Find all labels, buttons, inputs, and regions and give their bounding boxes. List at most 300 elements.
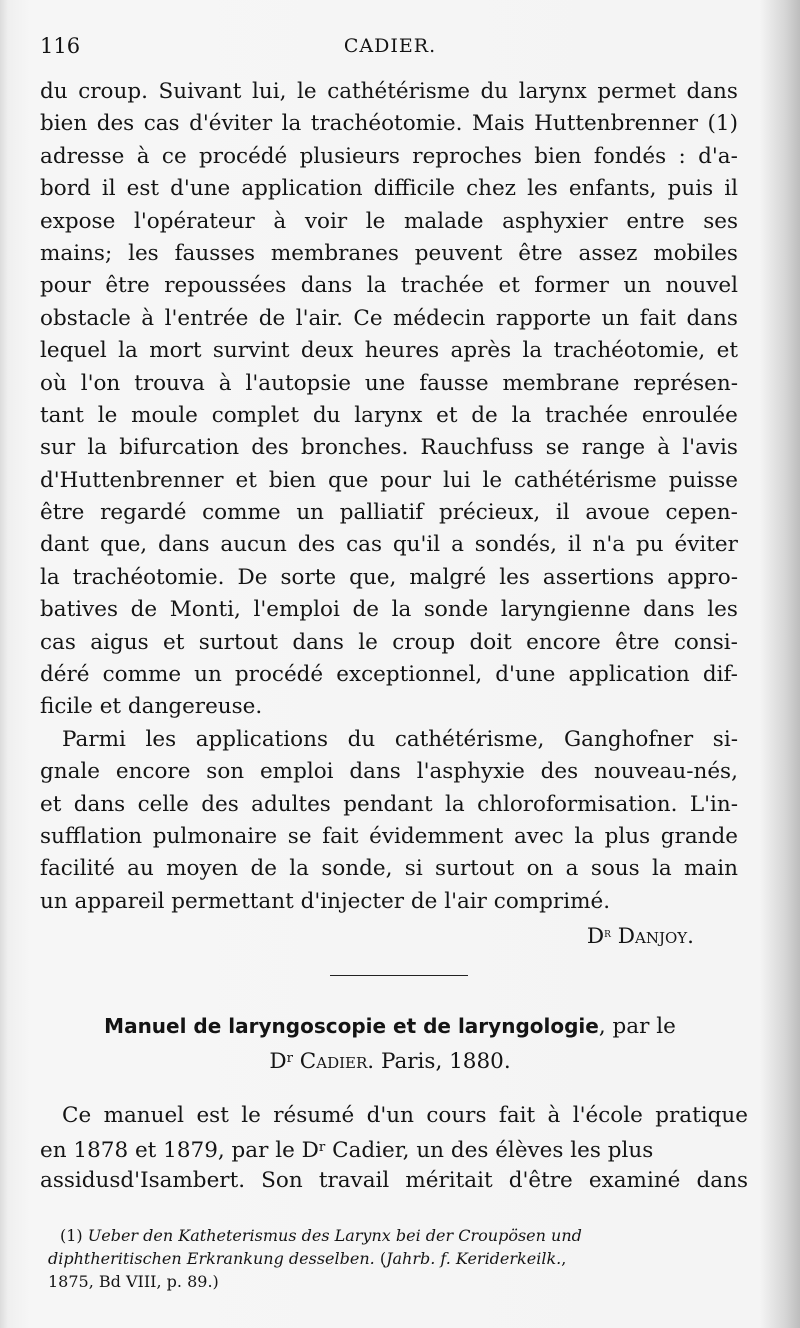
text-line <box>40 497 738 529</box>
line-text <box>40 400 738 432</box>
word: cathétérisme <box>514 467 657 493</box>
word: aucun <box>220 532 287 558</box>
word: assertions <box>542 564 655 590</box>
text-line <box>40 270 738 302</box>
word: adresse <box>40 143 125 169</box>
word: application <box>568 662 690 688</box>
word: et <box>235 467 257 493</box>
line-text <box>40 465 738 497</box>
text-line <box>40 432 738 464</box>
word: un <box>296 500 325 526</box>
word: enfants, <box>568 176 657 202</box>
word: si <box>404 856 423 882</box>
word: d'a- <box>698 143 738 169</box>
word: la <box>574 823 595 849</box>
word: et <box>436 402 458 428</box>
word: précieux, <box>438 500 541 526</box>
signature-prefix: D <box>586 924 605 950</box>
word: larynx <box>518 79 587 104</box>
word: entre <box>626 208 685 234</box>
text-line <box>40 562 738 594</box>
word: dans <box>696 1167 748 1193</box>
word: la <box>281 111 302 137</box>
word: après <box>450 338 512 364</box>
word: lequel <box>40 338 107 364</box>
word: est <box>196 1103 229 1128</box>
text-line <box>40 886 738 918</box>
word: croup. <box>78 79 148 104</box>
word: dans <box>73 791 126 817</box>
word: les <box>499 564 530 590</box>
word: applications <box>195 726 328 752</box>
word: représen- <box>633 370 738 396</box>
word: la <box>87 435 108 461</box>
word: sonde <box>423 597 489 623</box>
text-line <box>40 529 738 561</box>
word: il <box>101 176 116 202</box>
word: se <box>545 435 570 461</box>
word: tant <box>40 402 84 428</box>
word: pu <box>636 532 664 558</box>
word: assidusd'Isambert. <box>40 1167 246 1193</box>
word: enroulée <box>641 402 738 428</box>
word: à <box>218 370 232 396</box>
word: l'asphyxie <box>416 759 525 785</box>
word: trachée <box>400 273 484 299</box>
text-line <box>40 1132 748 1164</box>
word: aigus <box>90 629 149 655</box>
word: chez <box>466 176 517 202</box>
line-text <box>40 659 738 691</box>
word: le <box>482 467 503 493</box>
word: avoue <box>585 500 650 526</box>
signature-sup: r <box>604 926 611 942</box>
word: à <box>547 1103 561 1128</box>
word: peuvent <box>414 240 503 266</box>
footnote-line <box>48 1247 748 1270</box>
section-divider <box>330 975 468 976</box>
word: de <box>258 305 286 331</box>
word: deux <box>300 338 354 364</box>
word: fait <box>322 823 359 849</box>
word: trachéotomie. <box>310 111 463 137</box>
word: Ce <box>353 305 383 331</box>
word: a <box>565 856 579 882</box>
word: fait <box>498 1103 536 1128</box>
word: résumé <box>273 1103 355 1128</box>
word: d'une <box>170 176 231 202</box>
word: : <box>678 143 686 169</box>
review-text <box>40 1100 748 1197</box>
word: celle <box>137 791 189 817</box>
word: membranes <box>270 240 399 266</box>
word: de <box>352 597 379 623</box>
word: cours <box>426 1103 487 1128</box>
word: à <box>657 435 671 461</box>
footnote-line3: 1875, Bd VIII, p. 89.) <box>48 1272 219 1291</box>
word: l'on <box>80 370 121 396</box>
word: la <box>651 856 672 882</box>
word: trachéotomie. <box>72 564 225 590</box>
word: un <box>601 305 630 331</box>
word: le <box>358 629 378 655</box>
word: des <box>201 791 239 817</box>
word: gnale <box>40 759 101 785</box>
footnote-title-1: Ueber den Katheterismus des Larynx bei der Croupösen und <box>87 1226 582 1245</box>
word: emploi <box>259 759 334 785</box>
word: trachéotomie, <box>553 338 706 364</box>
line-part: Cadier, un des élèves les plus <box>325 1138 654 1164</box>
word: est <box>126 176 160 202</box>
word: cathétérisme <box>327 79 470 104</box>
word: chloroformisation. <box>477 791 678 817</box>
word: des <box>96 111 135 137</box>
word: le <box>297 79 317 104</box>
word: malade <box>404 208 484 234</box>
word: et <box>498 273 520 299</box>
word: moule <box>131 402 198 428</box>
word: exceptionnel, <box>336 662 483 688</box>
text-line <box>40 789 738 821</box>
line-part: en 1878 et 1879, par le D <box>40 1138 319 1164</box>
word: sufflation <box>40 823 143 849</box>
word: encore <box>526 629 601 655</box>
review-title: Manuel de laryngoscopie et de laryngologie <box>104 1014 599 1038</box>
word: l'école <box>572 1103 643 1128</box>
word: larynx <box>354 402 423 428</box>
word: L'in- <box>689 791 738 817</box>
word: du <box>347 726 376 752</box>
word: mort <box>149 338 202 364</box>
word: dant <box>40 532 90 558</box>
word: l'avis <box>682 435 738 461</box>
line-text <box>40 756 738 788</box>
word: les <box>707 597 738 623</box>
word: Huttenbrenner <box>534 111 699 137</box>
running-head: CADIER. <box>343 35 437 57</box>
word: d'éviter <box>189 111 273 137</box>
word: nouveau-nés, <box>594 759 738 785</box>
word: la <box>118 338 138 364</box>
word: se <box>287 823 312 849</box>
word: être <box>615 629 660 655</box>
word: repoussées <box>164 273 287 299</box>
footnote-ref-tail: , <box>561 1249 567 1268</box>
word: fausses <box>174 240 256 266</box>
line-text <box>40 108 738 140</box>
word: être <box>518 240 563 266</box>
word: les <box>527 176 558 202</box>
text-line <box>40 141 738 173</box>
word: du <box>40 79 68 104</box>
line-text <box>40 432 738 464</box>
word: puis <box>667 176 714 202</box>
line-text: un appareil permettant d'injecter de l'air comprimé. <box>40 888 611 914</box>
word: mains; <box>40 240 113 266</box>
word: trachée <box>545 402 629 428</box>
word: sonde, <box>321 856 393 882</box>
line-text <box>40 529 738 561</box>
word: l'opérateur <box>133 208 255 234</box>
word: mobiles <box>653 240 738 266</box>
word: de <box>250 856 277 882</box>
word: avec <box>513 823 564 849</box>
word: la <box>444 791 465 817</box>
word: comme <box>102 662 182 688</box>
line-text <box>40 497 738 529</box>
line-text <box>40 238 738 270</box>
word: de <box>130 597 158 623</box>
text-line <box>40 206 738 238</box>
line-text <box>40 789 738 821</box>
word: l'autopsie <box>245 370 351 396</box>
line-text <box>40 141 738 173</box>
word: bien <box>534 143 582 169</box>
text-line <box>40 691 738 723</box>
word: médecin <box>393 305 486 331</box>
word: bord <box>40 176 91 202</box>
word: Ganghofner <box>563 726 694 752</box>
word: consi- <box>673 629 738 655</box>
word: le <box>365 208 386 234</box>
word: surtout <box>435 856 515 882</box>
footnote-line <box>48 1224 748 1247</box>
text-line <box>40 724 738 756</box>
word: évidemment <box>369 823 504 849</box>
word: obstacle <box>40 305 131 331</box>
word: rapporte <box>495 305 592 331</box>
word: comme <box>202 500 281 526</box>
word: ses <box>703 208 738 234</box>
word: a <box>451 532 464 558</box>
word: être <box>40 500 85 526</box>
word: un <box>194 662 222 688</box>
word: déré <box>40 662 90 688</box>
word: une <box>364 370 406 396</box>
word: où <box>40 370 67 396</box>
word: laryngienne <box>500 597 631 623</box>
word: que <box>327 467 369 493</box>
word: méritait <box>405 1167 493 1193</box>
line-text <box>40 562 738 594</box>
word: palliatif <box>339 500 424 526</box>
word: plus <box>604 823 651 849</box>
text-line <box>40 853 738 885</box>
text-line <box>40 400 738 432</box>
line-text <box>40 206 738 238</box>
word: voir <box>304 208 348 234</box>
word: De <box>237 564 268 590</box>
word: moyen <box>166 856 239 882</box>
footnote-journal: Jahrb. f. Keriderkeilk. <box>386 1249 562 1268</box>
word: Son <box>261 1167 303 1193</box>
line-sup: r <box>318 1140 326 1156</box>
word: de <box>471 402 498 428</box>
word: facilité <box>40 856 115 882</box>
word: Ce <box>62 1103 92 1128</box>
line-text <box>40 173 738 205</box>
word: des <box>297 532 336 558</box>
footnote-line <box>48 1270 748 1293</box>
page-number: 116 <box>40 34 81 58</box>
word: d'une <box>495 662 556 688</box>
word: fondés <box>593 143 667 169</box>
word: la <box>289 856 309 882</box>
word: des <box>251 435 289 461</box>
word: croup <box>392 629 456 655</box>
text-line <box>40 821 738 853</box>
text-line <box>40 335 738 367</box>
word: ce <box>161 143 187 169</box>
word: bronches. <box>300 435 409 461</box>
author-name: Cadier. <box>299 1048 375 1074</box>
word: il <box>555 500 570 526</box>
word: il <box>567 532 582 558</box>
word: être <box>105 273 150 299</box>
word: range <box>581 435 646 461</box>
word: complet <box>211 402 300 428</box>
review-heading <box>40 1010 740 1078</box>
word: permet <box>597 79 676 104</box>
word: qu'il <box>392 532 441 558</box>
word: l'entrée <box>164 305 249 331</box>
line-text <box>40 270 738 302</box>
word: surtout <box>198 629 279 655</box>
word: cas <box>143 111 180 137</box>
word: lui, <box>251 79 287 104</box>
word: pendant <box>343 791 433 817</box>
word: la <box>40 564 60 590</box>
word: les <box>128 240 159 266</box>
word: cathétérisme, <box>394 726 545 752</box>
line-text <box>62 724 738 756</box>
word: pratique <box>655 1103 748 1128</box>
word: sur <box>40 435 76 461</box>
word: bien <box>40 111 88 137</box>
word: (1) <box>707 111 738 137</box>
word: batives <box>40 597 119 623</box>
word: que, <box>99 532 148 558</box>
word: difficile <box>373 176 455 202</box>
word: former <box>534 273 609 299</box>
word: fausse <box>419 370 489 396</box>
line-text <box>40 821 738 853</box>
word: trouva <box>134 370 205 396</box>
word: asphyxier <box>502 208 608 234</box>
word: adultes <box>251 791 331 817</box>
signature <box>40 918 738 950</box>
word: puisse <box>668 467 738 493</box>
word: cas <box>40 629 76 655</box>
word: et <box>716 338 738 364</box>
word: procédé <box>199 143 288 169</box>
word: d'un <box>366 1103 414 1128</box>
word: lui <box>442 467 471 493</box>
word: pour <box>380 467 432 493</box>
word: l'emploi <box>253 597 340 623</box>
text-line <box>40 108 738 140</box>
word: l'air. <box>295 305 343 331</box>
line-text <box>40 368 738 400</box>
word: appro- <box>667 564 738 590</box>
word: manuel <box>103 1103 185 1128</box>
word: un <box>623 273 652 299</box>
word: dans <box>349 759 401 785</box>
word: expose <box>40 208 116 234</box>
word: la <box>391 597 412 623</box>
text-line <box>40 659 738 691</box>
word: éviter <box>674 532 738 558</box>
word: n'a <box>592 532 626 558</box>
word: cas <box>346 532 383 558</box>
word: plusieurs <box>299 143 400 169</box>
word: cepen- <box>665 500 738 526</box>
word: Suivant <box>158 79 242 104</box>
line-text <box>40 76 738 108</box>
line-text <box>40 594 738 626</box>
text-line <box>40 173 738 205</box>
word: dif- <box>702 662 738 688</box>
text-line <box>40 76 738 108</box>
word: et <box>40 791 62 817</box>
word: nouvel <box>665 273 738 299</box>
word: encore <box>115 759 191 785</box>
word: reproches <box>412 143 522 169</box>
word: du <box>312 402 341 428</box>
word: assez <box>578 240 638 266</box>
word: dans <box>300 273 353 299</box>
word: le <box>241 1103 261 1128</box>
word: malgré <box>409 564 487 590</box>
word: bien <box>268 467 317 493</box>
text-line <box>40 1165 748 1197</box>
word: si- <box>712 726 738 752</box>
word: la <box>366 273 387 299</box>
word: pour <box>40 273 91 299</box>
word: application <box>241 176 363 202</box>
word: à <box>141 305 155 331</box>
word: Parmi <box>62 726 126 752</box>
word: du <box>480 79 509 104</box>
word: heures <box>364 338 440 364</box>
text-line <box>40 303 738 335</box>
author-prefix: D <box>269 1048 287 1074</box>
word: son <box>206 759 245 785</box>
text-line <box>40 627 738 659</box>
text-line <box>40 465 738 497</box>
word: sondés, <box>474 532 557 558</box>
word: le <box>97 402 118 428</box>
word: les <box>145 726 177 752</box>
word: à <box>136 143 150 169</box>
signature-name: Danjoy. <box>617 924 694 950</box>
word: Monti, <box>169 597 241 623</box>
word: membrane <box>502 370 620 396</box>
word: doit <box>469 629 512 655</box>
footnote <box>48 1224 748 1293</box>
text-line <box>40 1100 748 1132</box>
word: à <box>273 208 287 234</box>
word: pulmonaire <box>152 823 278 849</box>
word: Rauchfuss <box>420 435 534 461</box>
word: sorte <box>280 564 337 590</box>
word: survint <box>212 338 290 364</box>
word: dans <box>158 532 210 558</box>
review-title-rest: , par le <box>598 1014 676 1039</box>
word: dans <box>686 79 738 104</box>
line-text <box>40 1165 748 1197</box>
word: Mais <box>471 111 525 137</box>
